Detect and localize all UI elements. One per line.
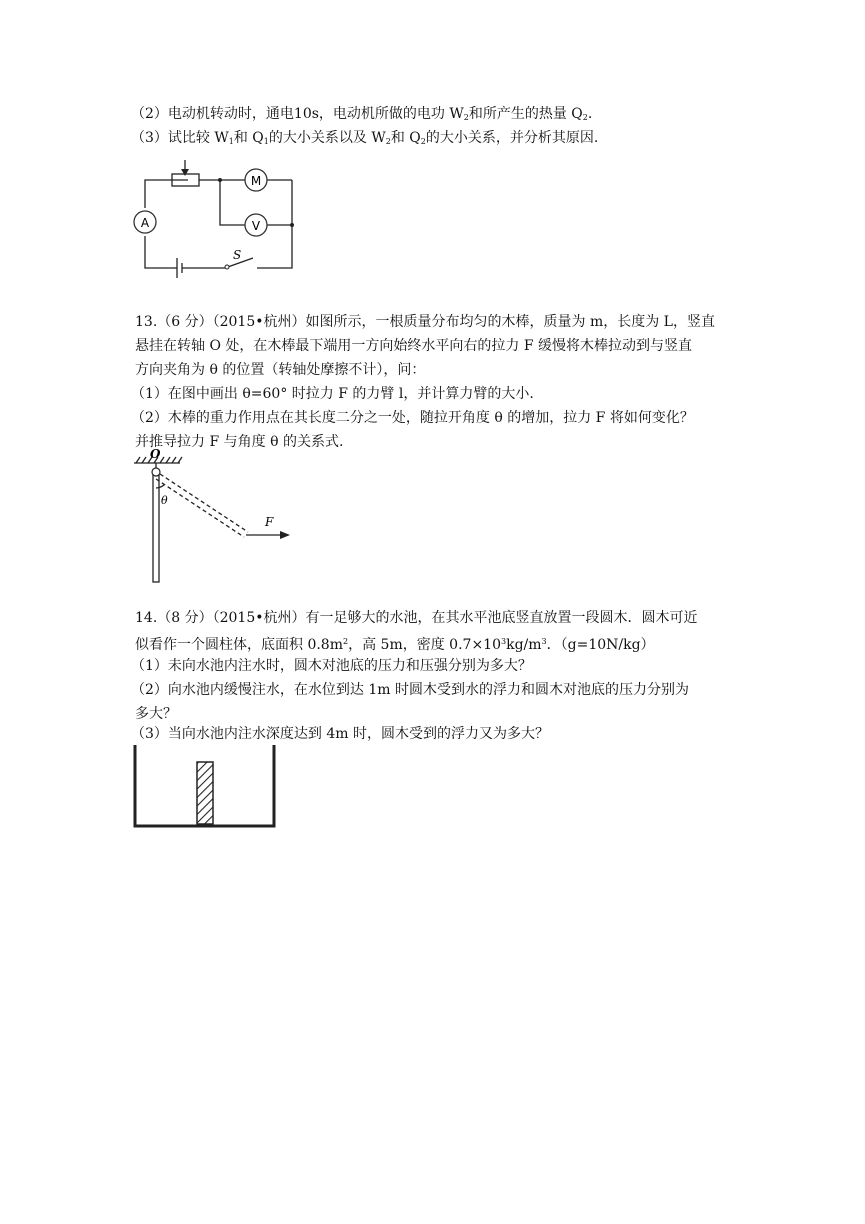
force-label: F bbox=[265, 515, 274, 529]
motor-label: M bbox=[250, 174, 262, 188]
q13-part2a: （2）木棒的重力作用点在其长度二分之一处，随拉开角度 θ 的增加，拉力 F 将如何变化？ bbox=[131, 410, 694, 426]
q13-part1: （1）在图中画出 θ=60° 时拉力 F 的力臂 l，并计算力臂的大小. bbox=[131, 386, 534, 402]
pool-diagram bbox=[130, 745, 280, 830]
q13-stem-3: 方向夹角为 θ 的位置（转轴处摩擦不计），问： bbox=[135, 362, 426, 378]
q12-part3: （3）试比较 $W_1$和 $Q_1$的大小关系以及 $W_2$和 $Q_2$的大小关系，并分析其原因. bbox=[131, 130, 599, 146]
ammeter-label: A bbox=[140, 216, 150, 230]
q14-part1: （1）未向水池内注水时，圆木对池底的压力和压强分别为多大？ bbox=[131, 658, 532, 674]
rod-diagram bbox=[130, 448, 300, 586]
q14-stem-1: 14.（8 分）（2015•杭州）有一足够大的水池，在其水平池底竖直放置一段圆木．圆木可近 bbox=[135, 610, 698, 626]
q14-part3: （3）当向水池内注水深度达到 4m 时，圆木受到的浮力又为多大？ bbox=[131, 726, 549, 742]
q13-part2b: 并推导拉力 F 与角度 θ 的关系式. bbox=[135, 434, 344, 450]
switch-label: S bbox=[233, 248, 242, 262]
q14-stem-2: 似看作一个圆柱体，底面积 $0.8m^2$，高 5m，密度 $0.7\times 10^3kg/m^3$．（g=10N/kg） bbox=[135, 637, 655, 653]
wood-log bbox=[197, 762, 213, 824]
pivot-label: O bbox=[150, 447, 161, 461]
circuit-diagram bbox=[125, 155, 305, 285]
voltmeter-label: V bbox=[251, 219, 261, 233]
q14-part2a: （2）向水池内缓慢注水，在水位到达 1m 时圆木受到水的浮力和圆木对池底的压力分别为 bbox=[131, 682, 689, 698]
q13-stem-1: 13.（6 分）（2015•杭州）如图所示，一根质量分布均匀的木棒，质量为 m，长度为 L，竖直 bbox=[135, 314, 715, 330]
q13-stem-2: 悬挂在转轴 O 处，在木棒最下端用一方向始终水平向右的拉力 F 缓慢将木棒拉动到与竖直 bbox=[135, 338, 692, 354]
q12-part2: （2）电动机转动时，通电10s，电动机所做的电功 $W_2$和所产生的热量 $Q_2$. bbox=[131, 106, 593, 122]
angle-label: θ bbox=[161, 494, 168, 507]
q14-part2b: 多大？ bbox=[135, 706, 177, 722]
